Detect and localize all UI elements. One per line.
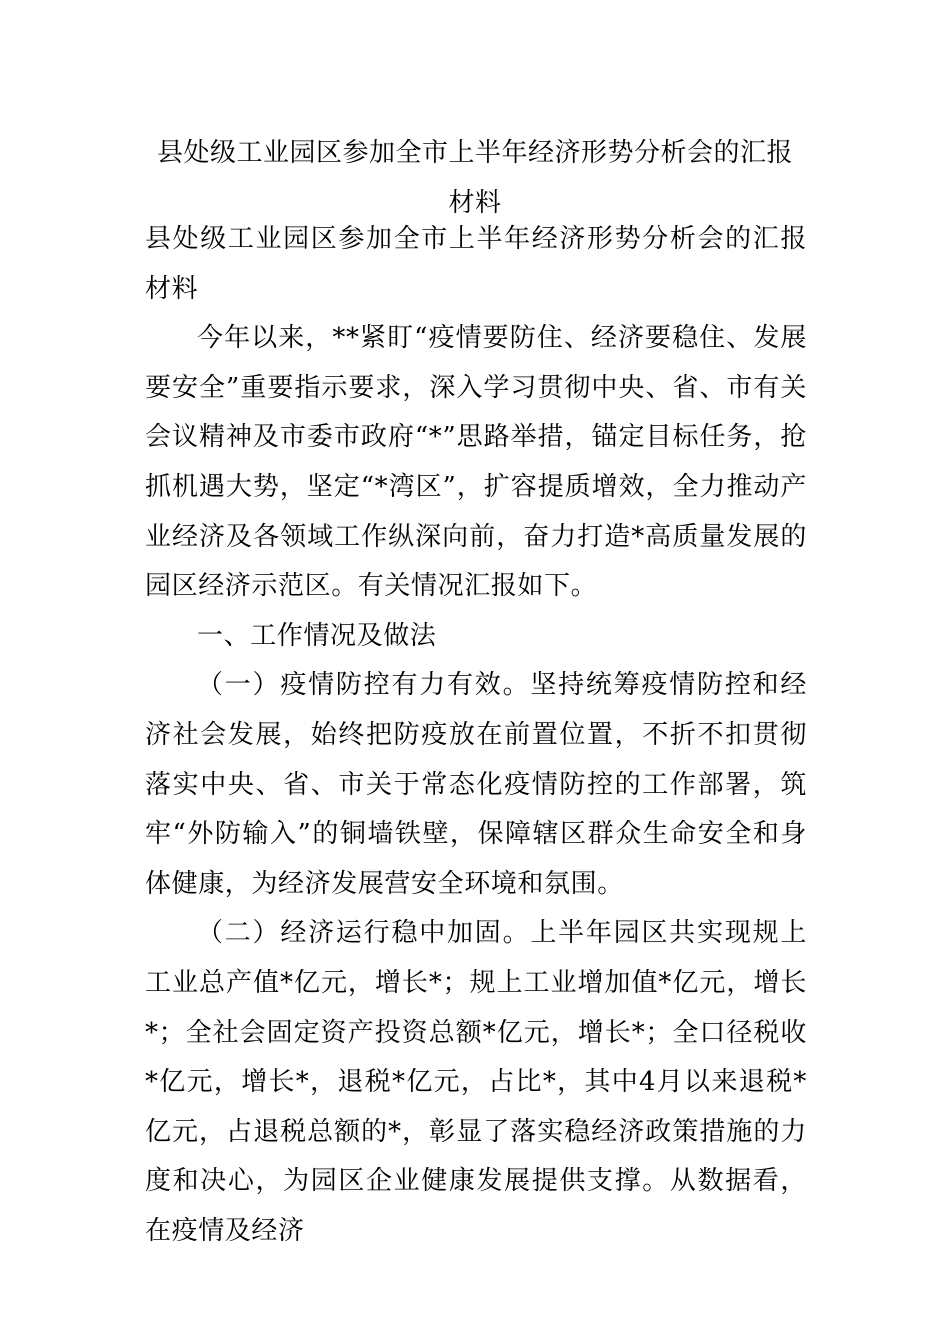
document-title: 县处级工业园区参加全市上半年经济形势分析会的汇报材料 [156, 138, 793, 218]
document-body [145, 215, 807, 1256]
section-heading: 一、工作情况及做法 [197, 620, 437, 651]
document-subtitle: 县处级工业园区参加全市上半年经济形势分析会的汇报材料 [145, 224, 807, 304]
paragraph-epidemic-control: （一）疫情防控有力有效。坚持统筹疫情防控和经济社会发展，始终把防疫放在前置位置，不折不扣贯彻落实中央、省、市关于常态化疫情防控的工作部署，筑牢“外防输入”的铜墙铁壁，保障辖区群众生命安全和身体健康，为经济发展营安全环境和氛围。 [145, 670, 807, 899]
paragraph-intro: 今年以来，**紧盯“疫情要防住、经济要稳住、发展要安全”重要指示要求，深入学习贯彻中央、省、市有关会议精神及市委市政府“*”思路举措，锚定目标任务，抢抓机遇大势，坚定“*湾区”，扩容提质增效，全力推动产业经济及各领域工作纵深向前，奋力打造*高质量发展的园区经济示范区。有关情况汇报如下。 [145, 323, 807, 602]
paragraph-economic-operation: （二）经济运行稳中加固。上半年园区共实现规上工业总产值*亿元，增长*；规上工业增加值*亿元，增长*；全社会固定资产投资总额*亿元，增长*；全口径税收*亿元，增长*，退税*亿元，占比*，其中4月以来退税*亿元，占退税总额的*，彰显了落实稳经济政策措施的力度和决心，为园区企业健康发展提供支撑。从数据看，在疫情及经济 [145, 918, 807, 1246]
